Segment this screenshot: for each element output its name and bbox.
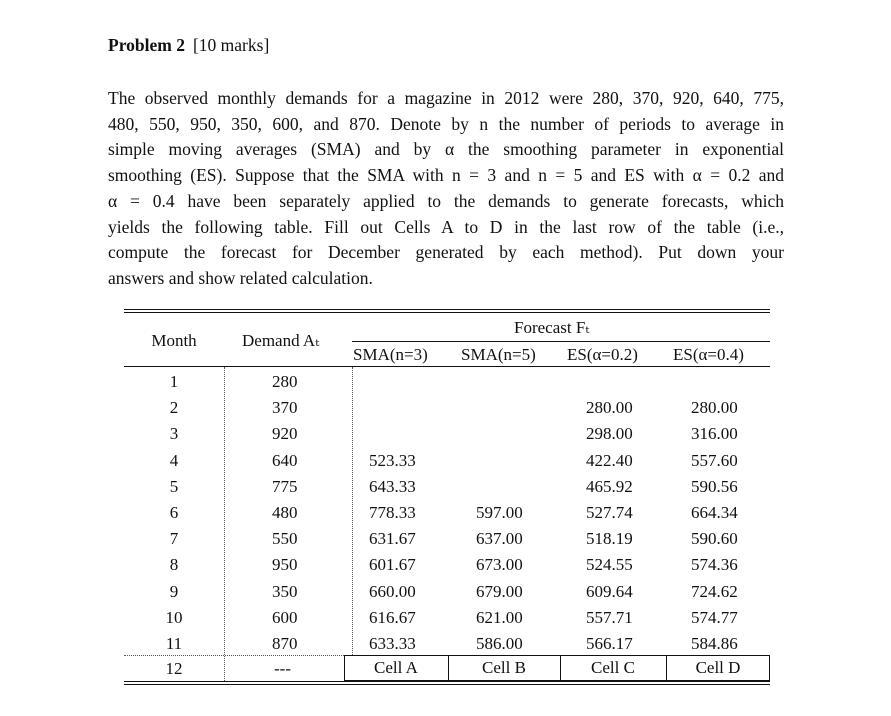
cell-d[interactable]: Cell D: [695, 658, 741, 677]
table-cell-sma3: 660.00: [369, 581, 416, 601]
separator-month: [224, 367, 225, 681]
table-cell-month: 2: [169, 398, 179, 418]
header-sma3: SMA(n=3): [353, 345, 428, 364]
table-cell-month: 1: [169, 372, 179, 391]
table-cell-es2: 465.92: [586, 476, 633, 496]
table-top-rule-2: [124, 312, 770, 313]
table-cell-month: 10: [165, 607, 183, 627]
table-bottom-rule-2: [124, 684, 770, 685]
table-cell-sma3: 601.67: [369, 555, 416, 575]
forecast-table: [124, 309, 770, 685]
table-cell-month: 5: [169, 476, 179, 496]
table-cell-sma3: 616.67: [369, 607, 416, 627]
header-demand: Demand Aₜ: [242, 331, 320, 350]
table-cell-es2: 527.74: [586, 503, 633, 522]
problem-title: Problem 2: [108, 35, 185, 55]
table-cell-month: 11: [165, 634, 183, 653]
table-cell-demand: 920: [272, 424, 298, 444]
table-cell-month: 7: [169, 529, 179, 549]
cell-b[interactable]: Cell B: [482, 658, 526, 677]
forecast-group-rule: [352, 341, 770, 342]
table-cell-month: 8: [169, 555, 179, 575]
table-cell-es4: 574.77: [691, 607, 738, 627]
table-cell-es4: 280.00: [691, 398, 738, 418]
header-month: Month: [151, 331, 197, 350]
header-es2: ES(α=0.2): [567, 345, 638, 364]
table-cell-es4: 584.86: [691, 634, 738, 653]
table-cell-sma3: 633.33: [369, 634, 416, 653]
last-row-dotted-rule: [124, 655, 352, 656]
table-cell-sma5: 586.00: [476, 634, 523, 653]
table-cell-es4: 574.36: [691, 555, 738, 575]
table-cell-es2: 280.00: [586, 398, 633, 418]
header-forecast: Forecast Fₜ: [514, 318, 590, 337]
table-cell-es2: 518.19: [586, 529, 633, 549]
paragraph-line: The observed monthly demands for a magazine in 2012 were 280, 370, 920, 640, 775,: [108, 88, 784, 108]
table-cell-es4: 664.34: [691, 503, 738, 522]
table-cell-es4: 316.00: [691, 424, 738, 444]
table-cell-demand: 640: [272, 450, 298, 470]
table-cell-month: 6: [169, 503, 179, 522]
problem-heading: [108, 35, 269, 56]
table-cell-sma3: 631.67: [369, 529, 416, 549]
paragraph-line: simple moving averages (SMA) and by α the smoothing parameter in exponential: [108, 139, 784, 160]
table-cell-month: 9: [169, 581, 179, 601]
paragraph-line: yields the following table. Fill out Cells A to D in the last row of the table (i.e.,: [108, 216, 784, 237]
table-cell-demand: 280: [272, 372, 298, 391]
table-cell-es2: 524.55: [586, 555, 633, 575]
problem-marks: [10 marks]: [192, 35, 270, 55]
table-cell-es4: 557.60: [691, 450, 738, 470]
problem-statement: [108, 86, 784, 292]
table-cell-demand: 775: [272, 476, 298, 496]
table-cell-sma3: 643.33: [369, 476, 416, 496]
table-top-rule: [124, 309, 770, 310]
table-cell-sma3: 523.33: [369, 450, 416, 470]
paragraph-line: compute the forecast for December generated by each method). Put down your: [108, 242, 784, 263]
table-cell-demand: 950: [272, 555, 298, 575]
paragraph-line: 480, 550, 950, 350, 600, and 870. Denote by n the number of periods to average in: [108, 113, 784, 134]
paragraph-line: answers and show related calculation.: [108, 267, 373, 288]
header-es4: ES(α=0.4): [673, 345, 744, 364]
cell-c[interactable]: Cell C: [591, 658, 635, 677]
table-cell-es2: 557.71: [586, 607, 633, 627]
table-cell-es2: 298.00: [586, 424, 633, 444]
table-cell-es4: 590.60: [691, 529, 738, 549]
table-cell-es4: 590.56: [691, 476, 738, 496]
paragraph-line: smoothing (ES). Suppose that the SMA with n = 3 and n = 5 and ES with α = 0.2 and: [108, 165, 784, 186]
table-bottom-rule: [124, 681, 770, 682]
header-rule: [124, 366, 770, 367]
table-cell-es2: 566.17: [586, 634, 633, 653]
cell-a[interactable]: Cell A: [374, 658, 418, 677]
table-cell-demand: 480: [272, 503, 298, 522]
table-cell-month: 4: [169, 450, 179, 470]
table-cell-sma5: 597.00: [476, 503, 523, 522]
table-cell-sma5: 673.00: [476, 555, 523, 575]
table-cell-sma5: 679.00: [476, 581, 523, 601]
table-cell-demand: 870: [272, 634, 298, 653]
table-cell-sma5: 637.00: [476, 529, 523, 549]
table-cell-demand: 600: [272, 607, 298, 627]
table-cell-sma3: 778.33: [369, 503, 416, 522]
paragraph-line: α = 0.4 have been separately applied to the demands to generate forecasts, which: [108, 190, 784, 211]
header-sma5: SMA(n=5): [461, 345, 536, 364]
last-row-month: 12: [165, 659, 183, 678]
table-cell-demand: 550: [272, 529, 298, 549]
table-cell-es2: 422.40: [586, 450, 633, 470]
table-cell-demand: 370: [272, 398, 298, 418]
table-cell-demand: 350: [272, 581, 298, 601]
table-cell-month: 3: [169, 424, 179, 444]
table-cell-sma5: 621.00: [476, 607, 523, 627]
separator-demand: [352, 367, 353, 655]
table-cell-es4: 724.62: [691, 581, 738, 601]
table-cell-es2: 609.64: [586, 581, 633, 601]
last-row-demand: ---: [274, 659, 291, 678]
